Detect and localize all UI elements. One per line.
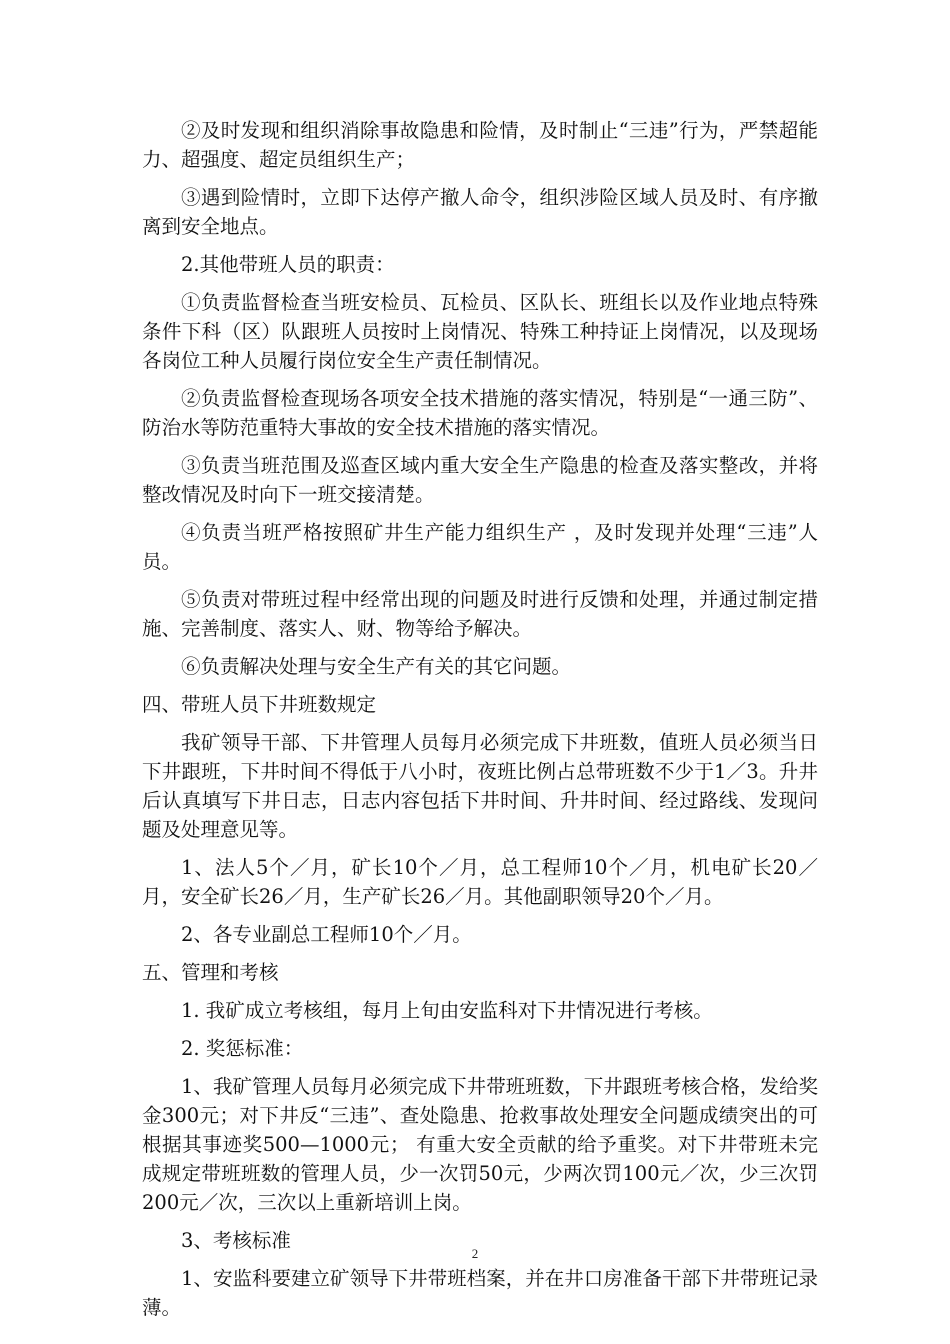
section-subheading: 3、考核标准 xyxy=(181,1229,291,1252)
paragraph: ④负责当班严格按照矿井生产能力组织生产 ，及时发现并处理“三违”人员。 xyxy=(142,521,818,573)
section-subheading: 2.其他带班人员的职责： xyxy=(181,253,395,276)
paragraph: 2、各专业副总工程师10个／月。 xyxy=(181,923,472,946)
paragraph: ③负责当班范围及巡查区域内重大安全生产隐患的检查及落实整改，并将整改情况及时向下一班交接清楚。 xyxy=(142,454,818,506)
paragraph: 1、安监科要建立矿领导下井带班档案，并在井口房准备干部下井带班记录薄。 xyxy=(142,1267,818,1319)
paragraph: 1、我矿管理人员每月必须完成下井带班班数，下井跟班考核合格，发给奖金300元；对下井反“三违”、查处隐患、抢救事故处理安全问题成绩突出的可根据其事迹奖500—1000元； 有重大安全贡献的给予重奖。对下井带班未完成规定带班班数的管理人员，少一次罚50元，少两次罚100元／次，少三次罚200元／次，三次以上重新培训上岗。 xyxy=(142,1075,818,1214)
paragraph: 我矿领导干部、下井管理人员每月必须完成下井班数，值班人员必须当日下井跟班，下井时间不得低于八小时，夜班比例占总带班数不少于1／3。升井后认真填写下井日志，日志内容包括下井时间、升井时间、经过路线、发现问题及处理意见等。 xyxy=(142,731,818,841)
paragraph: ③遇到险情时，立即下达停产撤人命令，组织涉险区域人员及时、有序撤离到安全地点。 xyxy=(142,186,818,238)
section-subheading: 2. 奖惩标准： xyxy=(181,1037,304,1060)
paragraph: ①负责监督检查当班安检员、瓦检员、区队长、班组长以及作业地点特殊条件下科（区）队跟班人员按时上岗情况、特殊工种持证上岗情况，以及现场各岗位工种人员履行岗位安全生产责任制情况。 xyxy=(142,291,818,372)
paragraph: ②负责监督检查现场各项安全技术措施的落实情况，特别是“一通三防”、防治水等防范重特大事故的安全技术措施的落实情况。 xyxy=(142,387,818,439)
paragraph: ⑥负责解决处理与安全生产有关的其它问题。 xyxy=(181,655,572,678)
section-heading: 五、管理和考核 xyxy=(142,961,279,984)
body-text xyxy=(142,116,818,1331)
paragraph: ②及时发现和组织消除事故隐患和险情，及时制止“三违”行为，严禁超能力、超强度、超定员组织生产； xyxy=(142,119,818,171)
paragraph: 1. 我矿成立考核组，每月上旬由安监科对下井情况进行考核。 xyxy=(181,999,713,1022)
page-number: 2 xyxy=(471,1246,479,1261)
paragraph: ⑤负责对带班过程中经常出现的问题及时进行反馈和处理，并通过制定措施、完善制度、落实人、财、物等给予解决。 xyxy=(142,588,818,640)
paragraph: 1、法人5个／月，矿长10个／月，总工程师10个／月，机电矿长20／月，安全矿长26／月，生产矿长26／月。其他副职领导20个／月。 xyxy=(142,856,818,908)
section-heading: 四、带班人员下井班数规定 xyxy=(142,693,377,716)
